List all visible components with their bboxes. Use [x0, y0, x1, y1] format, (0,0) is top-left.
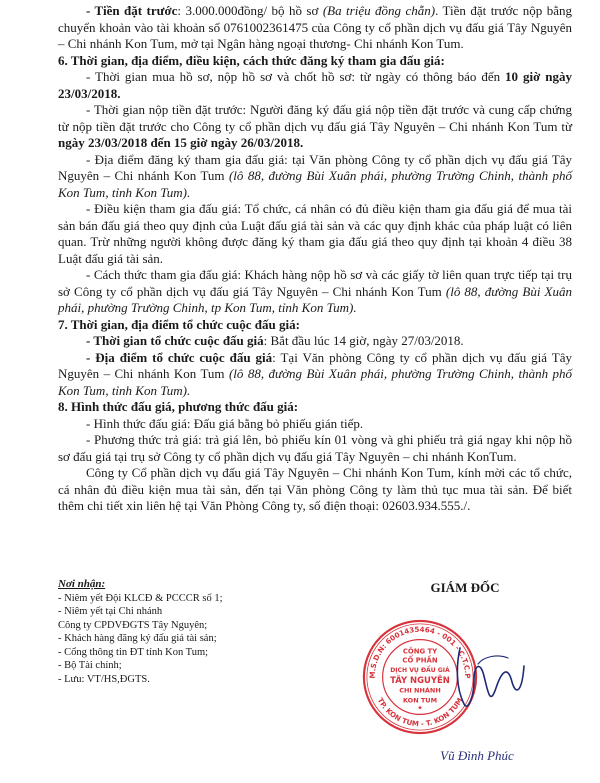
section-7-place [58, 350, 572, 400]
deposit-deadline: ngày 23/03/2018 đến 15 giờ ngày 26/03/2018. [58, 135, 304, 150]
recipient-item: Công ty CPDVĐGTS Tây Nguyên; [58, 619, 208, 631]
auction-time-value: : Bắt đầu lúc 14 giờ, ngày 27/03/2018. [263, 333, 464, 348]
announcement-body [58, 3, 572, 515]
section-6-registration-place [58, 152, 572, 202]
deposit-amount-words: (Ba triệu đồng chẵn) [322, 3, 436, 18]
signer-role: GIÁM ĐỐC [430, 580, 500, 595]
section-7-time [58, 333, 572, 350]
deposit-time-text: - Thời gian nộp tiền đặt trước: Người đăng ký đấu giá nộp tiền đặt trước và cung cấp chứng từ nộp tiền đặt trước cho Công ty cổ phần dịch vụ đấu giá Tây Nguyên – Chi nhánh Kon Tum từ [58, 102, 572, 134]
recipient-item: - Lưu: VT/HS,ĐGTS. [58, 673, 150, 685]
section-6-dossier-time [58, 69, 572, 102]
auction-time-label: - Thời gian tổ chức cuộc đấu giá [86, 333, 264, 348]
handwritten-signature-icon [450, 626, 530, 722]
dossier-deadline: 10 giờ ngày 23/03/2018. [58, 69, 572, 101]
section-8-form: - Hình thức đấu giá: Đấu giá bằng bỏ phiếu gián tiếp. [86, 415, 364, 431]
deposit-account-info: . Tiền đặt trước nộp bằng chuyển khoản vào tài khoản số 0761002361475 của Công ty cổ phần dịch vụ đấu giá Tây Nguyên – Chi nhánh Kon Tum, mở tại Ngân hàng ngoại thương- Chi nhánh Kon Tum. [58, 3, 572, 51]
registration-place-text: - Địa điểm đăng ký tham gia đấu giá: tại Văn phòng Công ty cổ phần dịch vụ đấu giá Tây Nguyên – Chi nhánh Kon Tum [58, 151, 572, 183]
auction-place-label: - Địa điểm tổ chức cuộc đấu giá [86, 349, 273, 365]
recipients-title: Nơi nhận: [58, 578, 106, 590]
signer-name: Vũ Đình Phúc [440, 748, 514, 763]
deposit-label: - Tiền đặt trước [86, 3, 178, 18]
deposit-paragraph [58, 3, 572, 53]
deposit-amount: : 3.000.000đồng/ bộ hồ sơ [177, 3, 323, 18]
section-6-deposit-time [58, 102, 572, 152]
seal-line2: CỔ PHẦN [402, 656, 438, 665]
section-6-conditions: - Điều kiện tham gia đấu giá: Tổ chức, cá nhân có đủ điều kiện tham gia đấu giá để mua tài sản bán đấu giá theo quy định của Luật đấu giá tài sản và các quy định khác của pháp luật có liên quan. Trừ những người không được đăng ký tham gia đấu giá theo quy định tại khoản 4 điều 38 Luật đấu giá tài sản. [58, 201, 572, 266]
auction-place-address: (lô 88, đường Bùi Xuân phái, phường Trường Chinh, thành phố Kon Tum, tỉnh Kon Tum). [58, 366, 572, 398]
section-8-heading: 8. Hình thức đấu giá, phương thức đấu giá: [58, 399, 299, 414]
method-text: - Cách thức tham gia đấu giá: Khách hàng nộp hồ sơ và các giấy tờ liên quan trực tiếp tại trụ sở Công ty cổ phần dịch vụ đấu giá Tây Nguyên – Chi nhánh Kon Tum [58, 267, 572, 299]
method-address: (lô 88, đường Bùi Xuân phái, phường Trường Chinh, tp Kon Tum, tỉnh Kon Tum). [58, 283, 572, 315]
seal-line1: CÔNG TY [402, 647, 438, 656]
registration-address: (lô 88, đường Bùi Xuân phái, phường Trường Chinh, thành phố Kon Tum, tỉnh Kon Tum). [58, 168, 572, 200]
section-6-heading: 6. Thời gian, địa điểm, điều kiện, cách thức đăng ký tham gia đấu giá: [58, 52, 445, 68]
closing-paragraph: Công ty Cổ phần dịch vụ đấu giá Tây Nguyên – Chi nhánh Kon Tum, kính mời các tổ chức, cá nhân đủ điều kiện mua tài sản, đến tại Văn phòng Công ty làm thủ tục mua tài sản. Để biết thêm chi tiết xin liên hệ tại Văn Phòng Công ty, số điện thoại: 02603.934.555./. [58, 465, 572, 513]
section-6-method [58, 267, 572, 317]
seal-ring-text: M.S.D.N: 6001435464 - 001 - C.T.C.P [367, 624, 473, 679]
recipient-item: - Niêm yết Đội KLCĐ & PCCCR số 1; [58, 592, 223, 604]
seal-line6: KON TUM [402, 696, 438, 705]
auction-place-value: : Tại Văn phòng Công ty cổ phần dịch vụ đấu giá Tây Nguyên – Chi nhánh Kon Tum [58, 349, 572, 381]
dossier-time-text: - Thời gian mua hồ sơ, nộp hồ sơ và chốt hồ sơ: từ ngày có thông báo đến [86, 69, 506, 84]
recipient-item: - Bộ Tài chính; [58, 660, 122, 671]
seal-line4: TÂY NGUYÊN [390, 674, 450, 685]
recipient-item: - Khách hàng đăng ký đấu giá tài sản; [58, 633, 217, 644]
seal-star-icon: ★ [417, 705, 423, 712]
seal-bottom-text: TP. KON TUM - T. KON TUM [375, 696, 465, 729]
recipient-item: - Cổng thông tin ĐT tỉnh Kon Tum; [58, 646, 209, 658]
section-8-bidding: - Phương thức trả giá: trả giá lên, bỏ phiếu kín 01 vòng và ghi phiếu trả giá ngay khi nộp hồ sơ đấu giá tại trụ sở Công ty cổ phần dịch vụ đấu giá Tây Nguyên – chi nhánh KonTum. [58, 432, 572, 464]
recipient-item: - Niêm yết tại Chi nhánh [58, 606, 163, 617]
seal-line3: DỊCH VỤ ĐẤU GIÁ [390, 667, 450, 675]
recipients-block [58, 578, 308, 686]
seal-line5: CHI NHÁNH [399, 686, 441, 695]
section-7-heading: 7. Thời gian, địa điểm tổ chức cuộc đấu giá: [58, 316, 300, 332]
